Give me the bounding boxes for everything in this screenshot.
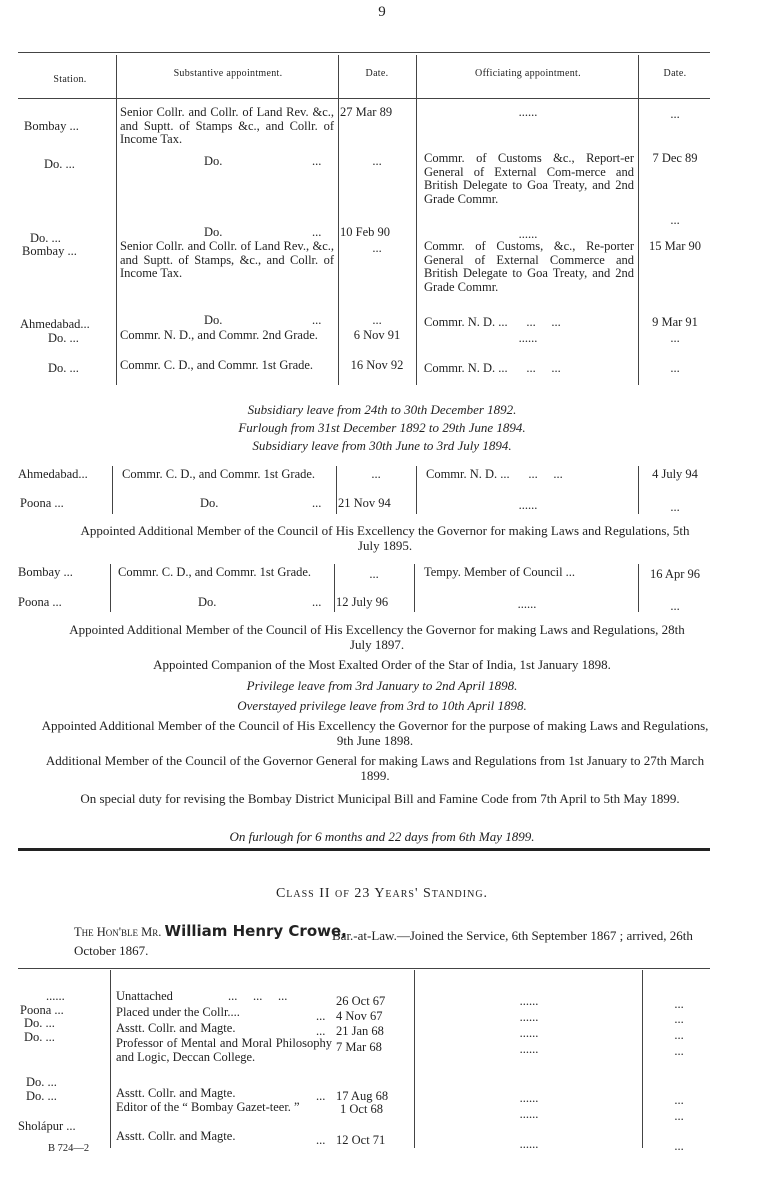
officiating-cell: ......: [518, 498, 538, 512]
dots: ...: [316, 1089, 326, 1103]
dots: ...: [316, 1133, 326, 1147]
column-rule: [110, 970, 111, 1148]
officiating-cell: Commr. N. D. ... ... ...: [426, 467, 563, 481]
date-cell: ...: [670, 107, 680, 121]
officiating-cell: Commr. N. D. ... ... ...: [424, 361, 561, 375]
station-cell: Do. ...: [26, 1075, 57, 1089]
substantive-cell: Asstt. Collr. and Magte.: [116, 1129, 236, 1143]
leave-note: Subsidiary leave from 30th June to 3rd July 1894.: [252, 438, 512, 453]
section-divider: [18, 848, 710, 851]
date-cell: ...: [674, 1012, 684, 1026]
dots: ...: [312, 154, 322, 168]
date-cell: ...: [674, 1093, 684, 1107]
station-cell: Poona ...: [20, 496, 64, 510]
substantive-cell: Editor of the “ Bombay Gazet-teer. ”: [116, 1100, 300, 1114]
station-cell: Ahmedabad...: [20, 317, 90, 331]
date-cell: ...: [670, 331, 680, 345]
officiating-cell: ......: [518, 227, 538, 241]
substantive-cell: Placed under the Collr....: [116, 1005, 240, 1019]
column-rule: [642, 970, 643, 1148]
council-note: Appointed Additional Member of the Council of His Excellency the Governor for making Laws and Regulations, 5th July 1895.: [80, 523, 690, 553]
column-rule: [112, 466, 113, 514]
column-rule: [638, 55, 639, 385]
column-rule: [336, 466, 337, 514]
dots: ...: [312, 313, 322, 327]
header-date: Date.: [365, 68, 389, 79]
date-cell: ...: [670, 361, 680, 375]
dots: ...: [316, 1024, 326, 1038]
officiating-cell: Tempy. Member of Council ...: [424, 565, 576, 579]
station-cell: Do. ...: [26, 1089, 57, 1103]
substantive-cell: Asstt. Collr. and Magte.: [116, 1086, 236, 1100]
column-rule: [638, 564, 639, 612]
column-rule: [416, 55, 417, 385]
station-cell: Do. ...: [24, 1016, 55, 1030]
officiating-cell: Commr. of Customs, &c., Re-porter General of External Commerce and British Delegate to Goa Treaty, and 2nd Grade Commr.: [424, 239, 634, 294]
dots: ... ... ...: [228, 989, 288, 1003]
station-cell: Do. ...: [48, 361, 79, 375]
dots: ...: [312, 496, 322, 510]
officiating-cell: ......: [519, 1137, 539, 1151]
officiating-cell: Commr. N. D. ... ... ...: [424, 315, 561, 329]
date-cell: 17 Aug 68: [336, 1089, 389, 1103]
dots: ...: [312, 225, 322, 239]
person-details: Bar.-at-Law.—Joined the Service, 6th September 1867 ; arrived, 26th October 1867.: [74, 928, 693, 958]
date-cell: 12 Oct 71: [336, 1133, 386, 1147]
date-cell: ...: [670, 213, 680, 227]
council-note: Appointed Additional Member of the Council of His Excellency the Governor for making Laws and Regulations, 28th July 1897.: [69, 622, 685, 652]
table-header-rule: [18, 98, 710, 99]
station-cell: ......: [46, 989, 65, 1003]
date-cell: 7 Mar 68: [336, 1040, 382, 1054]
date-cell: ...: [674, 997, 684, 1011]
header-date-2: Date.: [663, 68, 687, 79]
officiating-cell: ......: [519, 1091, 539, 1105]
date-cell: 10 Feb 90: [340, 225, 390, 239]
leave-note: Overstayed privilege leave from 3rd to 10th April 1898.: [237, 698, 527, 713]
column-rule: [638, 466, 639, 514]
dots: ...: [312, 595, 322, 609]
header-officiating: Officiating appointment.: [475, 68, 581, 79]
header-station: Station.: [53, 74, 87, 85]
column-rule: [414, 970, 415, 1148]
station-cell: Do. ...: [24, 1030, 55, 1044]
officiating-cell: ......: [518, 105, 538, 119]
column-rule: [334, 564, 335, 612]
station-cell: Ahmedabad...: [18, 467, 88, 481]
substantive-cell: Commr. C. D., and Commr. 1st Grade.: [122, 467, 316, 481]
date-cell: 16 Apr 96: [650, 567, 700, 581]
substantive-cell: Unattached: [116, 989, 173, 1003]
officiating-cell: Commr. of Customs &c., Report-er General of External Com-merce and British Delegate to Goa Treaty, and 2nd Grade Commr.: [424, 151, 634, 206]
column-rule: [338, 55, 339, 385]
date-cell: 9 Mar 91: [652, 315, 698, 329]
date-cell: 16 Nov 92: [350, 358, 404, 372]
date-cell: ...: [371, 467, 381, 481]
substantive-cell: Do.: [200, 496, 219, 510]
station-cell: Do. ...: [30, 231, 61, 245]
column-rule: [116, 55, 117, 385]
column-rule: [414, 564, 415, 612]
column-rule: [416, 466, 417, 514]
special-duty-note: On special duty for revising the Bombay District Municipal Bill and Famine Code from 7th April to 5th May 1899.: [80, 791, 680, 806]
person-prefix: The Hon'ble Mr.: [74, 925, 162, 939]
officiating-cell: ......: [519, 1107, 539, 1121]
station-cell: Bombay ...: [22, 244, 77, 258]
council-note: Appointed Additional Member of the Council of His Excellency the Governor for the purpose of making Laws and Regulations, 9th June 1898.: [41, 718, 709, 748]
substantive-cell: Do.: [204, 313, 223, 327]
officiating-cell: ......: [519, 994, 539, 1008]
date-cell: ...: [670, 500, 680, 514]
date-cell: 15 Mar 90: [648, 239, 702, 253]
dots: ...: [316, 1009, 326, 1023]
station-cell: Do. ...: [48, 331, 79, 345]
date-cell: 26 Oct 67: [336, 994, 386, 1008]
station-cell: Bombay ...: [24, 119, 79, 133]
substantive-cell: Asstt. Collr. and Magte.: [116, 1021, 236, 1035]
station-cell: Poona ...: [20, 1003, 64, 1017]
station-cell: Poona ...: [18, 595, 62, 609]
date-cell: ...: [369, 567, 379, 581]
header-substantive: Substantive appointment.: [173, 68, 283, 79]
substantive-cell: Do.: [204, 154, 223, 168]
leave-note: Privilege leave from 3rd January to 2nd April 1898.: [246, 678, 518, 693]
station-cell: Bombay ...: [18, 565, 73, 579]
officiating-cell: ......: [517, 597, 537, 611]
table-top-rule: [18, 52, 710, 53]
leave-note: On furlough for 6 months and 22 days from 6th May 1899.: [229, 829, 535, 844]
class-heading: Class II of 23 Years' Standing.: [275, 886, 489, 901]
date-cell: ...: [674, 1044, 684, 1058]
substantive-cell: Professor of Mental and Moral Philosophy and Logic, Deccan College.: [116, 1036, 332, 1064]
leave-note: Subsidiary leave from 24th to 30th December 1892.: [247, 402, 517, 417]
substantive-cell: Commr. C. D., and Commr. 1st Grade.: [120, 358, 314, 372]
station-cell: Sholápur ...: [18, 1119, 76, 1133]
council-note: Additional Member of the Council of the Governor General for making Laws and Regulations from 1st January to 27th March 1899.: [45, 753, 705, 783]
footer-signature-mark: B 724—2: [48, 1143, 90, 1154]
date-cell: ...: [670, 599, 680, 613]
substantive-cell: Do.: [204, 225, 223, 239]
date-cell: 21 Nov 94: [338, 496, 391, 510]
column-rule: [110, 564, 111, 612]
date-cell: ...: [674, 1139, 684, 1153]
page-number: 9: [378, 4, 386, 20]
date-cell: 6 Nov 91: [353, 328, 401, 342]
substantive-cell: Senior Collr. and Collr. of Land Rev. &c., and Suptt. of Stamps &c., and Collr. of Income Tax.: [120, 105, 334, 146]
date-cell: 4 Nov 67: [336, 1009, 383, 1023]
officiating-cell: ......: [519, 1010, 539, 1024]
officiating-cell: ......: [518, 331, 538, 345]
substantive-cell: Commr. C. D., and Commr. 1st Grade.: [118, 565, 312, 579]
leave-note: Furlough from 31st December 1892 to 29th June 1894.: [238, 420, 526, 435]
officiating-cell: ......: [519, 1042, 539, 1056]
date-cell: 21 Jan 68: [336, 1024, 384, 1038]
substantive-cell: Do.: [198, 595, 217, 609]
date-cell: 1 Oct 68: [340, 1102, 384, 1116]
person-name: William Henry Crowe,: [164, 922, 347, 940]
date-cell: ...: [372, 241, 382, 255]
date-cell: 27 Mar 89: [340, 105, 393, 119]
date-cell: 4 July 94: [652, 467, 698, 481]
date-cell: ...: [372, 154, 382, 168]
date-cell: 7 Dec 89: [652, 151, 698, 165]
substantive-cell: Commr. N. D., and Commr. 2nd Grade.: [120, 328, 318, 342]
substantive-cell: Senior Collr. and Collr. of Land Rev., &c., and Suptt. of Stamps, &c., and Collr. of Income Tax.: [120, 239, 334, 280]
date-cell: ...: [674, 1109, 684, 1123]
station-cell: Do. ...: [44, 157, 75, 171]
date-cell: ...: [674, 1028, 684, 1042]
date-cell: ...: [372, 313, 382, 327]
honour-note: Appointed Companion of the Most Exalted Order of the Star of India, 1st January 1898.: [153, 657, 611, 672]
table-top-rule: [18, 968, 710, 969]
officiating-cell: ......: [519, 1026, 539, 1040]
date-cell: 12 July 96: [336, 595, 389, 609]
